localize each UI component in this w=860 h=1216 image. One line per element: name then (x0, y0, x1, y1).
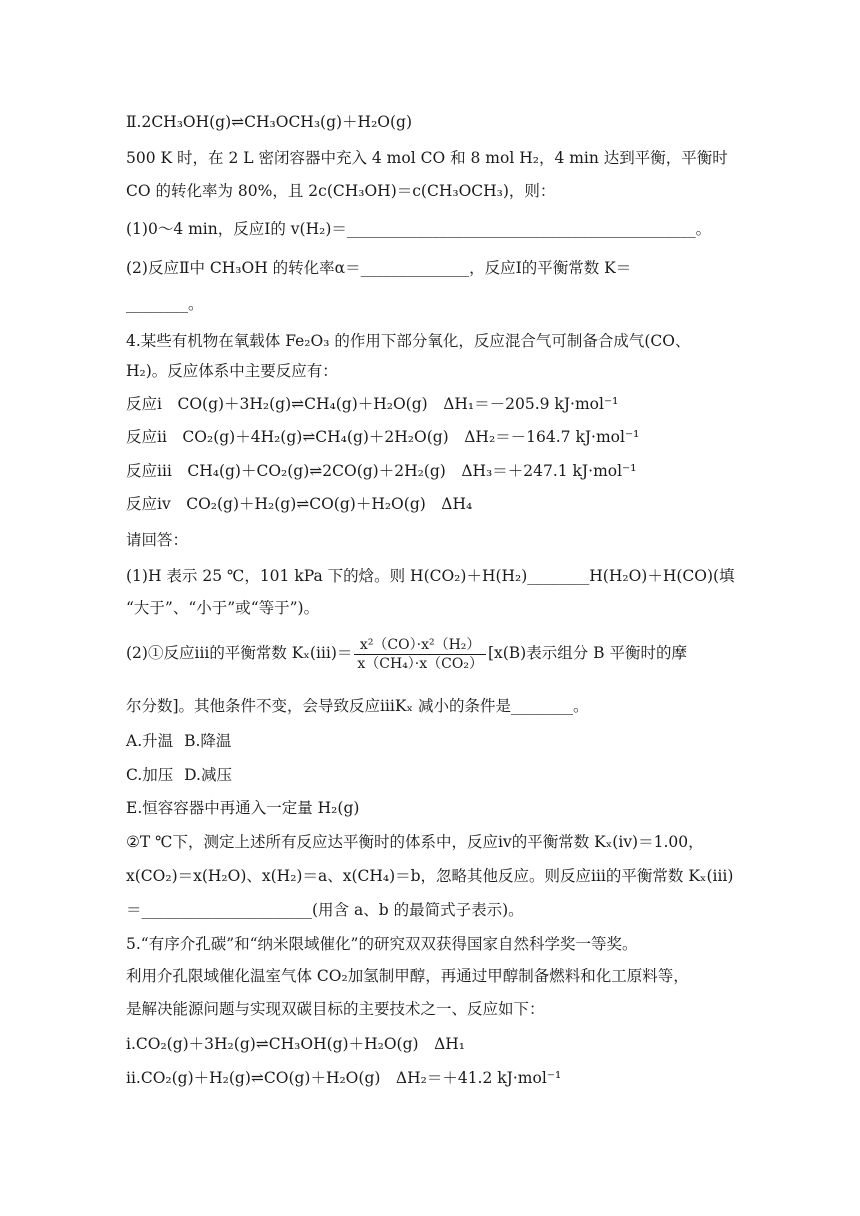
option-a: A.升温 (126, 732, 174, 750)
question-line: 尔分数]。其他条件不变，会导致反应ⅲKₓ 减小的条件是________。 (126, 697, 589, 715)
answer-blank: ________。 (126, 295, 204, 313)
reaction-equation: 反应ⅲ CH₄(g)＋CO₂(g)⇌2CO(g)＋2H₂(g) ΔH₃＝＋247.1 kJ·mol⁻¹ (126, 462, 637, 480)
option-c: C.加压 (126, 766, 174, 784)
text-line: 利用介孔限域催化温室气体 CO₂加氢制甲醇，再通过甲醇制备燃料和化工原料等， (126, 967, 689, 985)
question-heading: 4.某些有机物在氧载体 Fe₂O₃ 的作用下部分氧化，反应混合气可制备合成气(CO、 (126, 332, 691, 350)
reaction-equation: ii.CO₂(g)＋H₂(g)⇌CO(g)＋H₂O(g) ΔH₂＝＋41.2 kJ·mol⁻¹ (126, 1069, 562, 1087)
fraction (354, 636, 486, 673)
reaction-equation: 反应ⅳ CO₂(g)＋H₂(g)⇌CO(g)＋H₂O(g) ΔH₄ (126, 495, 473, 513)
text-segment: [x(B)表示组分 B 平衡时的摩 (487, 644, 687, 662)
text-line: Ⅱ.2CH₃OH(g)⇌CH₃OCH₃(g)＋H₂O(g) (126, 113, 413, 131)
equilibrium-constant-line (126, 635, 746, 673)
text-line: 是解决能源问题与实现双碳目标的主要技术之一、反应如下： (126, 1000, 545, 1018)
text-line: 请回答： (126, 531, 189, 549)
text-line: CO 的转化率为 80%，且 2c(CH₃OH)＝c(CH₃OCH₃)，则： (126, 182, 556, 200)
text-line: 500 K 时，在 2 L 密闭容器中充入 4 mol CO 和 8 mol H₂，4 min 达到平衡，平衡时 (126, 149, 728, 167)
option-d: D.减压 (184, 766, 232, 784)
reaction-equation: i.CO₂(g)＋3H₂(g)⇌CH₃OH(g)＋H₂O(g) ΔH₁ (126, 1035, 465, 1053)
fraction-denominator: x（CH₄）·x（CO₂） (357, 655, 483, 672)
text-line: H₂)。反应体系中主要反应有： (126, 362, 338, 380)
option-b: B.降温 (184, 732, 232, 750)
options-row (126, 731, 746, 751)
text-segment: (2)①反应ⅲ的平衡常数 Kₓ(ⅲ)＝ (126, 644, 353, 662)
text-line: x(CO₂)＝x(H₂O)、x(H₂)＝a、x(CH₄)＝b，忽略其他反应。则反应ⅲ的平衡常数 Kₓ(ⅲ) (126, 867, 734, 885)
question-line: (1)H 表示 25 ℃，101 kPa 下的焓。则 H(CO₂)＋H(H₂)________H(H₂O)＋H(CO)(填 (126, 567, 735, 585)
question-line: ②T ℃下，测定上述所有反应达平衡时的体系中，反应ⅳ的平衡常数 Kₓ(ⅳ)＝1.00， (126, 833, 704, 851)
answer-blank: ＝______________________(用含 a、b 的最简式子表示)。 (126, 901, 524, 919)
options-row (126, 765, 746, 785)
reaction-equation: 反应ⅰ CO(g)＋3H₂(g)⇌CH₄(g)＋H₂O(g) ΔH₁＝－205.9 kJ·mol⁻¹ (126, 395, 619, 413)
fraction-numerator: x²（CO）·x²（H₂） (354, 636, 486, 655)
option-e: E.恒容容器中再通入一定量 H₂(g) (126, 799, 360, 817)
question-heading: 5.“有序介孔碳”和“纳米限域催化”的研究双双获得国家自然科学奖一等奖。 (126, 935, 638, 953)
question-line: (1)0～4 min，反应Ⅰ的 v(H₂)＝_____________________________________________。 (126, 220, 712, 238)
question-line: (2)反应Ⅱ中 CH₃OH 的转化率α＝______________，反应Ⅰ的平衡常数 K＝ (126, 259, 632, 277)
text-line: “大于”、“小于”或“等于”)。 (126, 599, 320, 617)
reaction-equation: 反应ⅱ CO₂(g)＋4H₂(g)⇌CH₄(g)＋2H₂O(g) ΔH₂＝－164.7 kJ·mol⁻¹ (126, 428, 640, 446)
